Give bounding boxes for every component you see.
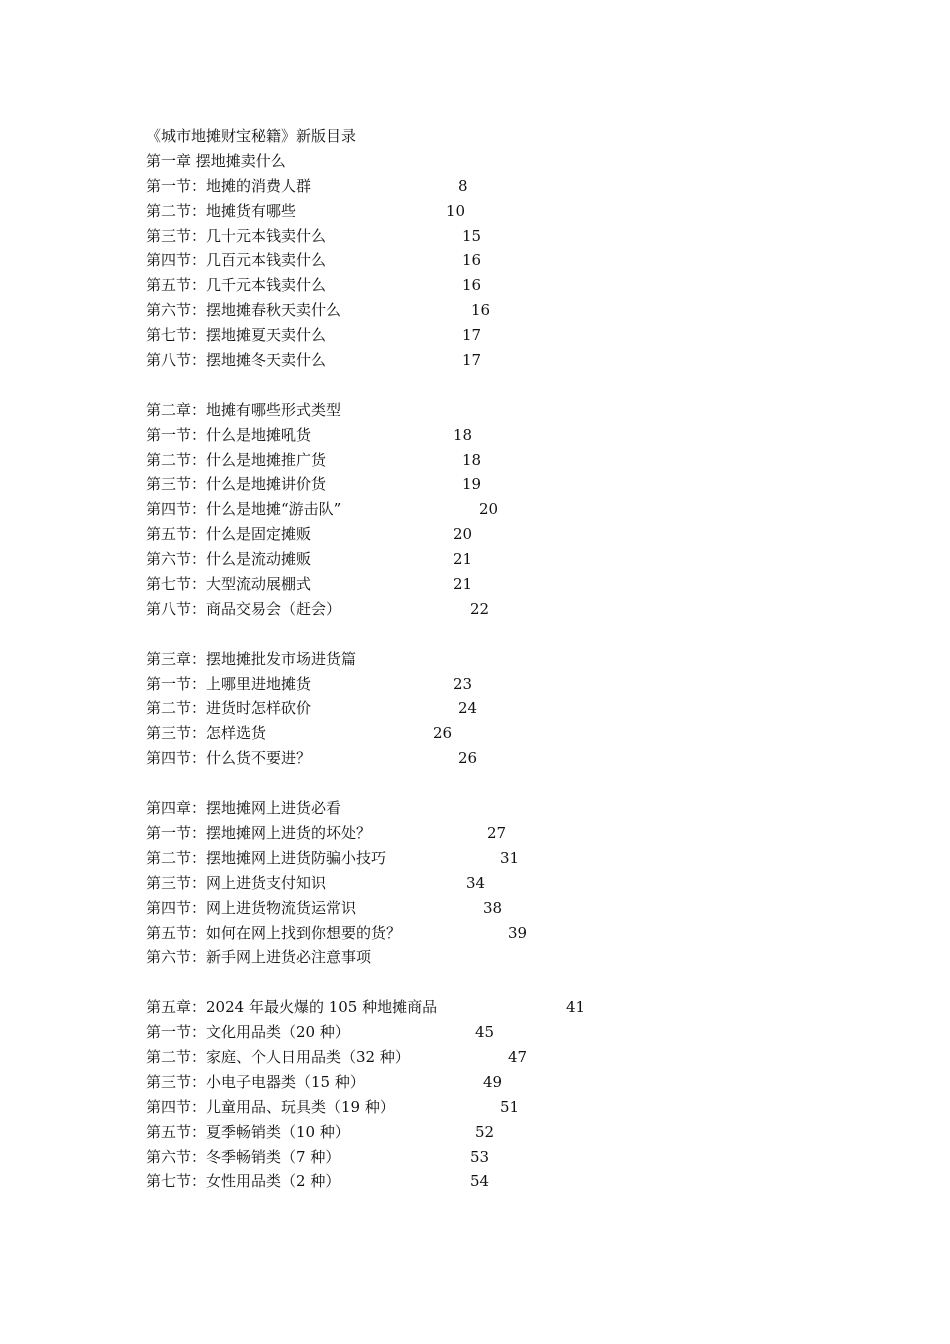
toc-entry-label: 第七节：大型流动展棚式 (146, 575, 312, 594)
toc-entry-label: 第五节：几千元本钱卖什么 (146, 276, 327, 295)
toc-entry-page: 16 (462, 276, 482, 295)
toc-entry-label: 第八节：商品交易会（赶会） (146, 599, 342, 618)
toc-entry (146, 846, 846, 871)
toc-entry-label: 第四节：儿童用品、玩具类（19 种） (146, 1097, 395, 1116)
toc-entry-label: 第五节：夏季畅销类（10 种） (146, 1122, 350, 1141)
chapter-heading (146, 149, 846, 174)
toc-entry (146, 696, 846, 721)
toc-entry (146, 497, 846, 522)
toc-entry-page: 18 (453, 425, 473, 444)
toc-entry-page: 10 (446, 201, 466, 220)
toc-entry (146, 547, 846, 572)
toc-entry-page: 15 (462, 226, 482, 245)
toc-entry (146, 721, 846, 746)
chapter-heading (146, 995, 846, 1020)
toc-entry (146, 1095, 846, 1120)
toc-entry-label: 第一节：地摊的消费人群 (146, 176, 312, 195)
toc-entry (146, 174, 846, 199)
toc-entry-page: 26 (458, 749, 478, 768)
toc-entry-page: 24 (458, 699, 478, 718)
toc-entry-page: 16 (471, 301, 491, 320)
chapter-heading-text: 第二章：地摊有哪些形式类型 (146, 400, 342, 419)
toc-entry-label: 第二节：什么是地摊推广货 (146, 450, 327, 469)
toc-entry-label: 第四节：什么是地摊“游击队” (146, 500, 342, 519)
toc-entry-page: 45 (475, 1023, 495, 1042)
chapter-heading-text: 第三章：摆地摊批发市场进货篇 (146, 649, 357, 668)
toc-entry-label: 第五节：什么是固定摊贩 (146, 525, 312, 544)
toc-entry-label: 第四节：网上进货物流货运常识 (146, 898, 357, 917)
toc-entry-page: 47 (508, 1047, 528, 1066)
chapter-heading-text: 第五章：2024 年最火爆的 105 种地摊商品 (146, 998, 438, 1017)
toc-entry-label: 第二节：摆地摊网上进货防骗小技巧 (146, 848, 387, 867)
toc-entry-label: 第一节：上哪里进地摊货 (146, 674, 312, 693)
toc-entry-page: 52 (475, 1122, 495, 1141)
toc-entry (146, 921, 846, 946)
toc-entry-page: 8 (458, 176, 468, 195)
toc-entry-label: 第五节：如何在网上找到你想要的货？ (146, 923, 402, 942)
toc-entry-label: 第八节：摆地摊冬天卖什么 (146, 351, 327, 370)
chapter-heading (146, 647, 846, 672)
toc-entry-page: 17 (462, 326, 482, 345)
toc-entry-label: 第三节：网上进货支付知识 (146, 873, 327, 892)
toc-entry-page: 21 (453, 550, 473, 569)
toc-entry-page: 53 (470, 1147, 490, 1166)
toc-entry (146, 1145, 846, 1170)
toc-entry-page: 27 (487, 823, 507, 842)
toc-entry-label: 第四节：什么货不要进？ (146, 749, 312, 768)
chapter-heading (146, 398, 846, 423)
toc-entry-page: 21 (453, 575, 473, 594)
toc-entry-label: 第三节：几十元本钱卖什么 (146, 226, 327, 245)
toc-entry-label: 第七节：摆地摊夏天卖什么 (146, 326, 327, 345)
toc-entry (146, 298, 846, 323)
toc-entry-page: 16 (462, 251, 482, 270)
toc-entry-page: 18 (462, 450, 482, 469)
toc-entry-page: 51 (500, 1097, 520, 1116)
toc-entry (146, 597, 846, 622)
chapter-heading-page: 41 (566, 998, 586, 1017)
toc-entry (146, 821, 846, 846)
chapter-heading (146, 796, 846, 821)
toc-entry-page: 54 (470, 1172, 490, 1191)
toc-entry (146, 323, 846, 348)
chapter-heading-text: 第四章：摆地摊网上进货必看 (146, 799, 342, 818)
doc-title (146, 124, 846, 149)
blank-line (146, 970, 846, 995)
toc-entry (146, 1070, 846, 1095)
toc-entry-label: 第六节：摆地摊春秋天卖什么 (146, 301, 342, 320)
toc-entry (146, 572, 846, 597)
toc-entry (146, 448, 846, 473)
blank-line (146, 771, 846, 796)
toc-entry-page: 26 (433, 724, 453, 743)
toc-entry-page: 34 (466, 873, 486, 892)
toc-entry-label: 第三节：什么是地摊讲价货 (146, 475, 327, 494)
toc-entry (146, 945, 846, 970)
toc-entry (146, 1120, 846, 1145)
toc-entry-page: 20 (453, 525, 473, 544)
toc-entry-page: 39 (508, 923, 528, 942)
toc-entry-label: 第六节：什么是流动摊贩 (146, 550, 312, 569)
toc-entry-label: 第七节：女性用品类（2 种） (146, 1172, 341, 1191)
toc-entry-label: 第六节：冬季畅销类（7 种） (146, 1147, 341, 1166)
toc-entry (146, 423, 846, 448)
toc-entry-page: 38 (483, 898, 503, 917)
toc-entry (146, 1045, 846, 1070)
toc-entry-label: 第一节：什么是地摊吼货 (146, 425, 312, 444)
chapter-heading-text: 第一章 摆地摊卖什么 (146, 151, 286, 170)
toc-entry (146, 224, 846, 249)
toc-entry-page: 23 (453, 674, 473, 693)
toc-entry-page: 22 (470, 599, 490, 618)
toc-entry (146, 522, 846, 547)
toc-entry-label: 第六节：新手网上进货必注意事项 (146, 948, 372, 967)
toc-entry-label: 第三节：小电子电器类（15 种） (146, 1072, 365, 1091)
toc-entry-label: 第三节：怎样选货 (146, 724, 267, 743)
toc-entry (146, 746, 846, 771)
doc-title-text: 《城市地摊财宝秘籍》新版目录 (146, 127, 357, 145)
toc-entry (146, 248, 846, 273)
blank-line (146, 622, 846, 647)
table-of-contents (146, 124, 846, 1194)
toc-entry (146, 871, 846, 896)
toc-entry-page: 20 (479, 500, 499, 519)
toc-entry-label: 第一节：文化用品类（20 种） (146, 1023, 350, 1042)
toc-entry (146, 472, 846, 497)
toc-entry (146, 1169, 846, 1194)
toc-entry (146, 1020, 846, 1045)
toc-entry-page: 17 (462, 351, 482, 370)
toc-entry-label: 第一节：摆地摊网上进货的坏处？ (146, 823, 372, 842)
toc-entry-label: 第二节：地摊货有哪些 (146, 201, 297, 220)
toc-entry (146, 896, 846, 921)
blank-line (146, 373, 846, 398)
toc-entry-page: 19 (462, 475, 482, 494)
toc-entry-label: 第二节：进货时怎样砍价 (146, 699, 312, 718)
toc-entry (146, 348, 846, 373)
toc-entry (146, 199, 846, 224)
toc-entry-page: 31 (500, 848, 520, 867)
toc-entry (146, 672, 846, 697)
toc-entry (146, 273, 846, 298)
toc-entry-label: 第二节：家庭、个人日用品类（32 种） (146, 1047, 410, 1066)
toc-entry-label: 第四节：几百元本钱卖什么 (146, 251, 327, 270)
toc-entry-page: 49 (483, 1072, 503, 1091)
